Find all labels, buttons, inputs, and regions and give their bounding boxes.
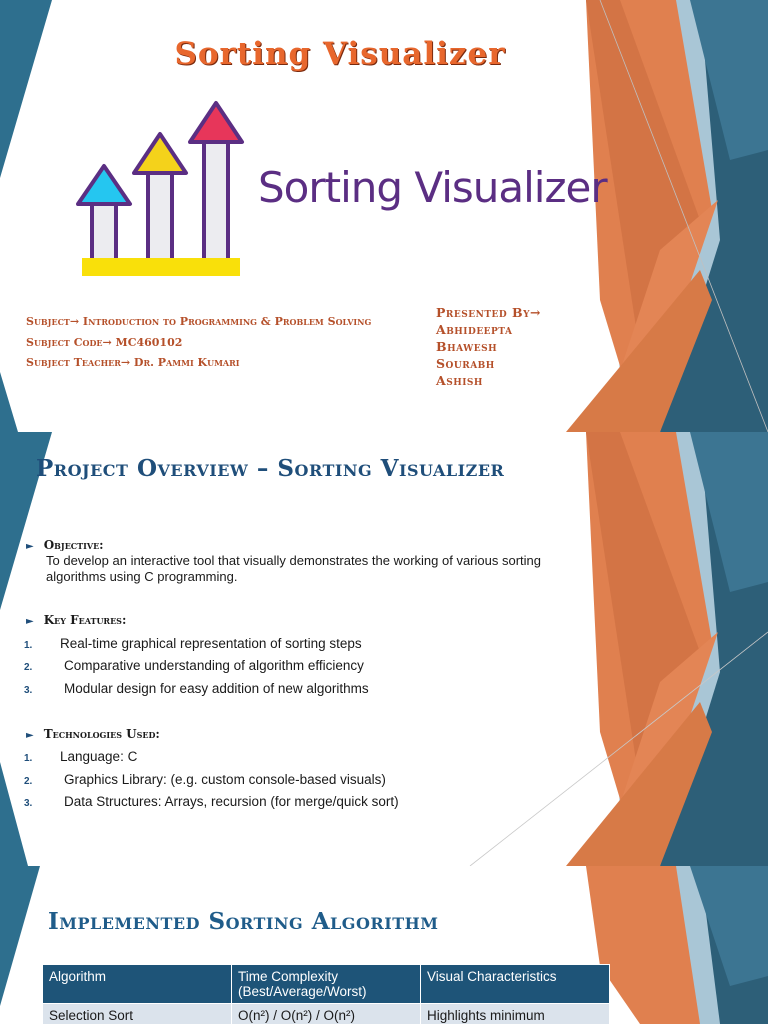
feature-item: 3. Modular design for easy addition of new algorithms xyxy=(24,681,369,696)
technology-item: 1. Language: C xyxy=(24,749,138,764)
technology-item: 2. Graphics Library: (e.g. custom console-based visuals) xyxy=(24,772,386,787)
feature-item: 2. Comparative understanding of algorithm efficiency xyxy=(24,658,364,673)
bullet-arrow-icon: ► xyxy=(26,730,34,741)
objective-text: To develop an interactive tool that visually demonstrates the working of various sorting algorithms using C programming. xyxy=(46,553,541,584)
slide-title-heading: Sorting Visualizer xyxy=(174,36,506,72)
subject-line: Subject→ Introduction to Programming & Problem Solving xyxy=(26,315,372,328)
presenter-name: Bhawesh xyxy=(436,339,498,354)
table-header-cell: Visual Characteristics xyxy=(421,965,610,1004)
technologies-heading: ► Technologies Used: xyxy=(26,727,160,741)
technology-item: 3. Data Structures: Arrays, recursion (for merge/quick sort) xyxy=(24,794,399,809)
features-heading: ► Key Features: xyxy=(26,613,127,627)
subject-code-line: Subject Code→ MC460102 xyxy=(26,336,183,349)
table-header-cell: Algorithm xyxy=(43,965,232,1004)
table-cell: Selection Sort xyxy=(43,1004,232,1024)
bar-chart-arrows-icon xyxy=(76,100,248,280)
bullet-arrow-icon: ► xyxy=(26,616,34,627)
table-header-row xyxy=(43,965,610,1004)
feature-item: 1. Real-time graphical representation of sorting steps xyxy=(24,636,362,651)
logo-text: Sorting Visualizer xyxy=(258,163,607,212)
slide-title xyxy=(0,0,768,432)
slide-algorithms xyxy=(0,866,768,1024)
algorithm-table xyxy=(42,964,610,1024)
slide-overview-heading: Project Overview – Sorting Visualizer xyxy=(36,455,505,482)
table-cell: O(n²) / O(n²) / O(n²) xyxy=(232,1004,421,1024)
slide-overview xyxy=(0,432,768,866)
presenter-name: Sourabh xyxy=(436,356,495,371)
presenter-name: Abhideepta xyxy=(436,322,513,337)
bullet-arrow-icon: ► xyxy=(26,541,34,552)
objective-heading: ► Objective: xyxy=(26,538,104,552)
table-row xyxy=(43,1004,610,1024)
subject-teacher-line: Subject Teacher→ Dr. Pammi Kumari xyxy=(26,356,240,369)
presenter-name: Ashish xyxy=(436,373,483,388)
slide-algorithms-heading: Implemented Sorting Algorithm xyxy=(48,908,439,935)
table-header-cell: Time Complexity (Best/Average/Worst) xyxy=(232,965,421,1004)
presented-by-label: Presented By→ xyxy=(436,305,542,320)
table-cell: Highlights minimum xyxy=(421,1004,610,1024)
